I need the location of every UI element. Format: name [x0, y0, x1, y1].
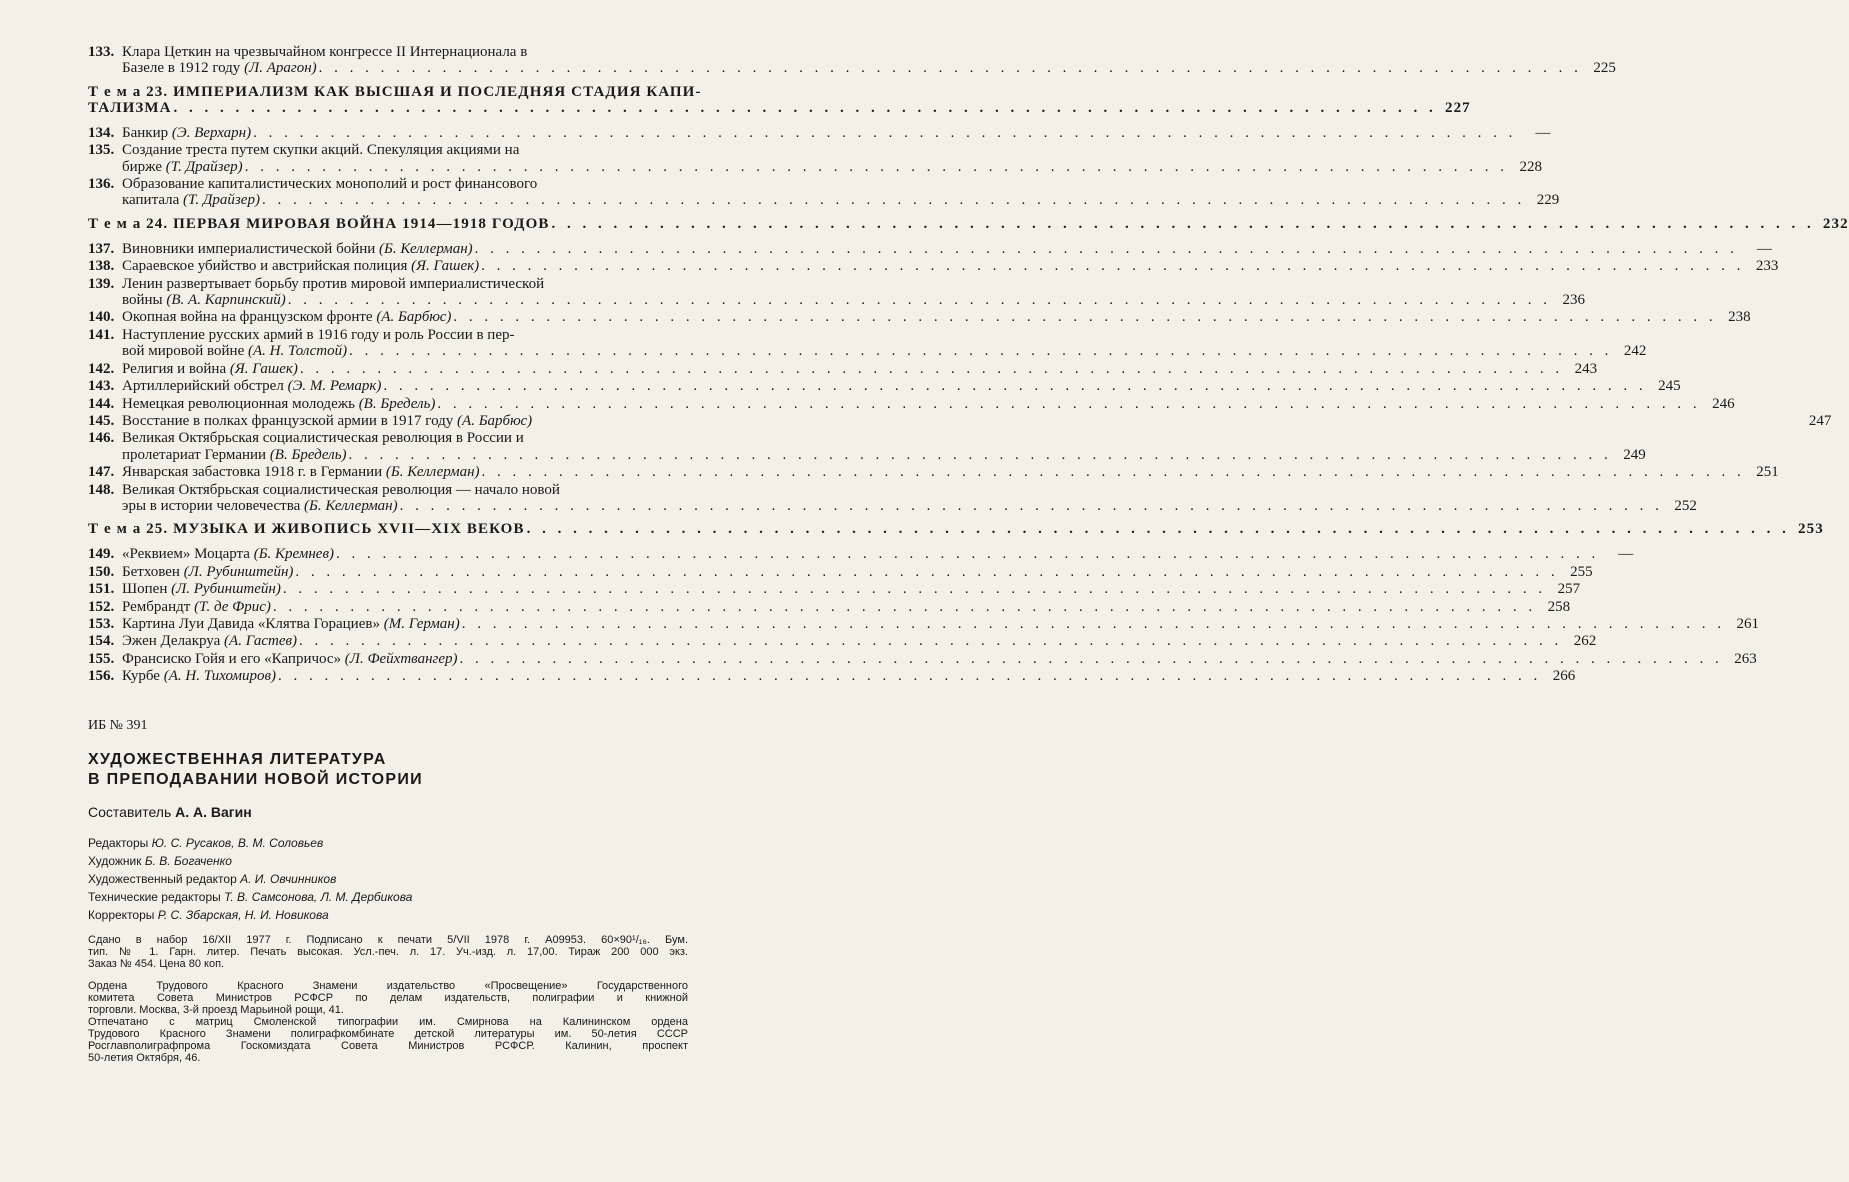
- page-number: 245: [1658, 378, 1681, 395]
- toc-theme: [88, 521, 1824, 538]
- toc-entry: [88, 546, 1634, 563]
- entry-number: 156.: [88, 668, 115, 685]
- dot-leader: [286, 292, 1553, 308]
- dot-leader: [381, 378, 1648, 394]
- toc-row: [88, 430, 1646, 463]
- entry-last-line: [122, 60, 1616, 76]
- entry-number: 138.: [88, 258, 115, 275]
- dot-leader: [298, 361, 1565, 377]
- page-number: 247: [1808, 412, 1832, 429]
- toc-row: [88, 378, 1681, 395]
- entry-author: (А. Н. Толстой): [247, 343, 348, 360]
- entry-body: [122, 482, 1697, 515]
- toc-entry: [88, 395, 1735, 412]
- entry-title: капитала (Т. Драйзер): [122, 192, 260, 209]
- toc-entry: [88, 464, 1779, 481]
- toc-row: [88, 326, 1647, 360]
- entry-author: (Я. Гашек): [411, 258, 480, 275]
- entry-body: [122, 651, 1757, 667]
- dot-leader: [525, 521, 1792, 537]
- entry-number: 150.: [88, 563, 115, 580]
- page-number: 246: [1712, 395, 1735, 412]
- toc-row: [88, 521, 1824, 538]
- credit-role: Художественный редактор: [88, 872, 241, 886]
- entry-title: бирже (Т. Драйзер): [122, 158, 243, 175]
- book-title-line: В ПРЕПОДАВАНИИ НОВОЙ ИСТОРИИ: [88, 771, 423, 788]
- page-number: 236: [1562, 292, 1586, 309]
- entry-title: Т е м а 25. МУЗЫКА И ЖИВОПИСЬ XVII—XIX ВЕКОВ: [88, 521, 525, 538]
- entry-title: пролетариат Германии (В. Бредель): [122, 446, 347, 463]
- entry-last-line: [122, 413, 1831, 429]
- imprint-line: Ордена Трудового Красного Знамени издательство «Просвещение» Государственного: [88, 980, 688, 992]
- entry-body: [122, 125, 1550, 141]
- entry-title: Январская забастовка 1918 г. в Германии (Б. Келлерман): [122, 464, 480, 481]
- toc-entry: [88, 258, 1779, 275]
- entry-last-line: [122, 498, 1697, 514]
- entry-author: (Б. Келлерман): [304, 497, 398, 514]
- entry-number: 152.: [88, 598, 115, 615]
- entry-number: 151.: [88, 581, 115, 598]
- entry-title: «Реквием» Моцарта (Б. Кремнев): [122, 546, 334, 563]
- entry-body: [122, 378, 1681, 394]
- dot-leader: [172, 100, 1439, 116]
- credits-list: [88, 834, 688, 924]
- credit-role: Технические редакторы: [88, 890, 225, 904]
- entry-author: (В. А. Карпинский): [166, 292, 286, 309]
- entry-last-line: [122, 651, 1757, 667]
- entry-author: (Л. Арагон): [244, 60, 317, 77]
- entry-body: [122, 309, 1751, 325]
- imprint-line: 50-летия Октября, 46.: [88, 1052, 201, 1064]
- entry-line: Клара Цеткин на чрезвычайном конгрессе II Интернационала в: [122, 44, 528, 60]
- entry-body: [122, 396, 1735, 412]
- entry-author: (Т. Драйзер): [183, 192, 260, 209]
- toc-row: [88, 412, 1832, 429]
- entry-title: Немецкая революционная молодежь (В. Бредель): [122, 395, 436, 412]
- dot-leader: [271, 599, 1538, 615]
- imprint-line: Заказ № 454. Цена 80 коп.: [88, 958, 225, 970]
- page-number: 232: [1822, 215, 1849, 232]
- toc-row: [88, 240, 1772, 257]
- toc-row: [88, 615, 1759, 632]
- page-number: —: [1535, 124, 1551, 141]
- dot-leader: [293, 564, 1560, 580]
- book-title: [88, 750, 688, 790]
- credit-names: А. И. Овчинников: [240, 872, 337, 886]
- entry-title: Эжен Делакруа (А. Гастев): [122, 633, 298, 650]
- toc-row: [88, 215, 1849, 232]
- dot-leader: [251, 125, 1518, 141]
- entry-author: (Т. Драйзер): [165, 158, 243, 175]
- page-number: 261: [1736, 615, 1759, 632]
- entry-author: (В. Бредель): [358, 395, 436, 412]
- table-of-contents: [88, 44, 1849, 685]
- dot-leader: [276, 668, 1543, 684]
- credit-role: Корректоры: [88, 908, 158, 922]
- entry-last-line: [122, 192, 1559, 208]
- toc-entry: [88, 309, 1751, 326]
- entry-number: 149.: [88, 546, 115, 563]
- toc-entry: [88, 176, 1560, 209]
- entry-number: 154.: [88, 633, 115, 650]
- toc-entry: [88, 240, 1772, 257]
- toc-entry: [88, 412, 1832, 429]
- imprint-line: тип. № 1. Гарн. литер. Печать высокая. Усл.-печ. л. 17. Уч.-изд. л. 17,00. Тираж 200 000 экз.: [88, 946, 688, 958]
- entry-line: Наступление русских армий в 1916 году и роль России в пер-: [122, 326, 515, 343]
- entry-title: Картина Луи Давида «Клятва Горациев» (М. Герман): [122, 615, 460, 632]
- entry-body: [122, 361, 1597, 377]
- entry-last-line: [122, 581, 1580, 597]
- page-number: 243: [1574, 360, 1598, 377]
- toc-row: [88, 481, 1697, 515]
- entry-title: Шопен (Л. Рубинштейн): [122, 581, 281, 598]
- entry-author: (Э. М. Ремарк): [287, 378, 382, 395]
- entry-title: Курбе (А. Н. Тихомиров): [122, 668, 276, 685]
- entry-author: (Л. Рубинштейн): [183, 563, 294, 580]
- entry-last-line: [88, 521, 1824, 537]
- entry-last-line: [122, 447, 1646, 463]
- entry-title: Виновники империалистической бойни (Б. Келлерман): [122, 240, 473, 257]
- page-number: 249: [1623, 446, 1646, 463]
- entry-title: Франсиско Гойя и его «Капричос» (Л. Фейхтвангер): [122, 650, 458, 667]
- credit-line: [88, 852, 688, 870]
- entry-author: (Э. Верхарн): [171, 124, 252, 141]
- dot-leader: [435, 396, 1702, 412]
- entry-title: эры в истории человечества (Б. Келлерман): [122, 497, 398, 514]
- entry-number: 148.: [88, 481, 115, 498]
- toc-row: [88, 309, 1751, 326]
- entry-body: [122, 327, 1646, 360]
- credit-names: Ю. С. Русаков, В. М. Соловьев: [151, 836, 324, 850]
- dot-leader: [398, 498, 1665, 514]
- entry-number: 147.: [88, 464, 115, 481]
- dot-leader: [243, 159, 1510, 175]
- imprint-section: [88, 718, 688, 1074]
- entry-last-line: [122, 361, 1597, 377]
- page-number: 225: [1593, 60, 1616, 77]
- dot-leader: [473, 241, 1740, 257]
- imprint-line: Сдано в набор 16/XII 1977 г. Подписано к печати 5/VII 1978 г. А09953. 60×90¹/₁₆. Бум.: [88, 934, 688, 946]
- entry-last-line: [122, 546, 1633, 562]
- toc-entry: [88, 633, 1597, 650]
- dot-leader: [260, 192, 1527, 208]
- credit-line: [88, 906, 688, 924]
- page-number: 255: [1570, 563, 1593, 580]
- entry-title: Артиллерийский обстрел (Э. М. Ремарк): [122, 378, 382, 395]
- entry-body: [122, 564, 1593, 580]
- entry-last-line: [122, 292, 1585, 308]
- toc-entry: [88, 430, 1646, 463]
- entry-body: [122, 241, 1772, 257]
- imprint-line: торговли. Москва, 3-й проезд Марьиной рощи, 41.: [88, 1004, 344, 1016]
- entry-title: ТАЛИЗМА: [88, 99, 172, 116]
- entry-body: [122, 616, 1759, 632]
- entry-line: Образование капиталистических монополий и рост финансового: [122, 176, 538, 193]
- toc-entry: [88, 668, 1576, 685]
- toc-row: [88, 395, 1735, 412]
- toc-entry: [88, 563, 1593, 580]
- page-number: 257: [1557, 581, 1581, 598]
- page-number: 229: [1536, 192, 1560, 209]
- toc-row: [88, 633, 1597, 650]
- entry-title: Окопная война на французском фронте (А. Барбюс): [122, 309, 452, 326]
- page-number: 266: [1552, 668, 1576, 685]
- toc-entry: [88, 615, 1759, 632]
- entry-line: Создание треста путем скупки акций. Спекуляция акциями на: [122, 142, 520, 159]
- page-number: 238: [1728, 309, 1751, 326]
- entry-author: (М. Герман): [383, 615, 460, 632]
- entry-title: вой мировой войне (А. Н. Толстой): [122, 343, 348, 360]
- toc-theme: [88, 215, 1849, 232]
- dot-leader: [479, 258, 1746, 274]
- entry-body: [122, 633, 1596, 649]
- entry-author: (Л. Фейхтвангер): [344, 650, 458, 667]
- entry-number: 153.: [88, 615, 115, 632]
- entry-last-line: [122, 159, 1542, 175]
- toc-row: [88, 598, 1571, 615]
- entry-number: 155.: [88, 650, 115, 667]
- page-number: 263: [1734, 650, 1757, 667]
- entry-author: (Б. Кремнев): [253, 546, 334, 563]
- toc-row: [88, 563, 1593, 580]
- toc-entry: [88, 360, 1598, 377]
- entry-last-line: [122, 378, 1681, 394]
- toc-theme: [88, 83, 1471, 116]
- entry-author: (А. Барбюс): [457, 412, 533, 429]
- page-number: 233: [1755, 258, 1779, 275]
- credit-line: [88, 834, 688, 852]
- entry-author: (А. Гастев): [224, 633, 298, 650]
- entry-last-line: [122, 464, 1779, 480]
- dot-leader: [458, 651, 1725, 667]
- dot-leader: [460, 616, 1727, 632]
- credit-role: Художник: [88, 854, 145, 868]
- entry-number: 146.: [88, 430, 115, 447]
- entry-body: [88, 84, 1471, 116]
- toc-entry: [88, 326, 1647, 360]
- entry-author: (Т. де Фрис): [194, 598, 271, 615]
- entry-title: Религия и война (Я. Гашек): [122, 360, 298, 377]
- entry-author: (А. Барбюс): [376, 309, 452, 326]
- page-number: 227: [1444, 99, 1471, 116]
- entry-title: Восстание в полках французской армии в 1917 году (А. Барбюс): [122, 412, 533, 429]
- entry-body: [88, 521, 1824, 537]
- entry-number: 144.: [88, 395, 115, 412]
- entry-number: 137.: [88, 240, 115, 257]
- toc-row: [88, 142, 1542, 175]
- dot-leader: [281, 581, 1548, 597]
- entry-author: (Я. Гашек): [229, 360, 298, 377]
- dot-leader: [297, 633, 1564, 649]
- publisher-details: [88, 980, 688, 1016]
- toc-row: [88, 546, 1634, 563]
- entry-body: [88, 216, 1849, 232]
- page-number: 253: [1798, 521, 1824, 538]
- entry-title: Бетховен (Л. Рубинштейн): [122, 563, 294, 580]
- toc-entry: [88, 481, 1697, 515]
- imprint-line: комитета Совета Министров РСФСР по делам издательств, полиграфии и книжной: [88, 992, 688, 1004]
- entry-number: 133.: [88, 44, 115, 60]
- toc-row: [88, 581, 1581, 598]
- entry-line: Великая Октябрьская социалистическая революция — начало новой: [122, 481, 560, 498]
- entry-body: [122, 546, 1633, 562]
- credit-names: Т. В. Самсонова, Л. М. Дербикова: [224, 890, 413, 904]
- entry-author: (Л. Рубинштейн): [171, 581, 281, 598]
- entry-number: 140.: [88, 309, 115, 326]
- toc-row: [88, 275, 1586, 309]
- credit-line: [88, 888, 688, 906]
- entry-body: [122, 464, 1779, 480]
- entry-number: 145.: [88, 412, 115, 429]
- toc-row: [88, 124, 1551, 141]
- entry-last-line: [122, 309, 1751, 325]
- dot-leader: [480, 464, 1747, 480]
- credit-names: Б. В. Богаченко: [144, 854, 232, 868]
- toc-row: [88, 44, 1616, 77]
- toc-entry: [88, 142, 1542, 175]
- page-number: 251: [1756, 464, 1779, 481]
- credit-names: Р. С. Збарская, Н. И. Новикова: [157, 908, 329, 922]
- page-number: —: [1618, 546, 1634, 563]
- toc-entry: [88, 598, 1571, 615]
- credit-role: Редакторы: [88, 836, 152, 850]
- toc-entry: [88, 124, 1551, 141]
- entry-title: Банкир (Э. Верхарн): [122, 124, 252, 141]
- entry-body: [122, 142, 1542, 175]
- toc-row: [88, 650, 1757, 667]
- toc-row: [88, 360, 1598, 377]
- dot-leader: [549, 216, 1816, 232]
- toc-entry: [88, 378, 1681, 395]
- entry-body: [122, 413, 1831, 429]
- toc-entry: [88, 650, 1757, 667]
- entry-author: (А. Н. Тихомиров): [163, 668, 276, 685]
- entry-number: 135.: [88, 142, 115, 159]
- entry-last-line: [122, 258, 1778, 274]
- entry-last-line: [88, 216, 1849, 232]
- entry-body: [122, 276, 1585, 309]
- dot-leader: [334, 546, 1601, 562]
- entry-number: 136.: [88, 176, 115, 193]
- entry-number: 134.: [88, 124, 115, 141]
- toc-entry: [88, 581, 1581, 598]
- entry-author: (Б. Келлерман): [379, 240, 473, 257]
- entry-number: 142.: [88, 360, 115, 377]
- book-title-line: ХУДОЖЕСТВЕННАЯ ЛИТЕРАТУРА: [88, 751, 387, 768]
- page-number: 252: [1674, 497, 1697, 514]
- compiler-line: [88, 804, 688, 820]
- entry-title: войны (В. А. Карпинский): [122, 292, 286, 309]
- imprint-line: Трудового Красного Знамени полиграфкомбинате детской литературы им. 50-летия СССР: [88, 1028, 688, 1040]
- toc-row: [88, 668, 1576, 685]
- entry-body: [122, 44, 1616, 77]
- entry-last-line: [88, 100, 1471, 116]
- toc-row: [88, 464, 1779, 481]
- entry-last-line: [122, 633, 1596, 649]
- printer-details: [88, 1016, 688, 1064]
- page-number: 242: [1623, 343, 1647, 360]
- entry-body: [122, 176, 1559, 209]
- imprint-line: Росглавполиграфпрома Госкомиздата Совета Министров РСФСР. Калинин, проспект: [88, 1040, 688, 1052]
- entry-last-line: [122, 125, 1550, 141]
- entry-line: Великая Октябрьская социалистическая революция в России и: [122, 430, 524, 447]
- toc-row: [88, 258, 1779, 275]
- entry-author: (Б. Келлерман): [385, 464, 480, 481]
- entry-last-line: [122, 343, 1646, 359]
- entry-line: Ленин развертывает борьбу против мировой империалистической: [122, 275, 545, 292]
- toc-row: [88, 83, 1471, 116]
- entry-last-line: [122, 241, 1772, 257]
- entry-body: [122, 258, 1778, 274]
- entry-author: (В. Бредель): [269, 446, 347, 463]
- entry-body: [122, 668, 1575, 684]
- toc-entry: [88, 275, 1586, 309]
- entry-title: Базеле в 1912 году (Л. Арагон): [122, 60, 317, 77]
- entry-last-line: [122, 564, 1593, 580]
- page-number: 258: [1547, 598, 1571, 615]
- entry-last-line: [122, 599, 1570, 615]
- compiler-name: А. А. Вагин: [175, 804, 252, 820]
- dot-leader: [347, 343, 1614, 359]
- dot-leader: [347, 447, 1614, 463]
- compiler-label: Составитель: [88, 804, 172, 820]
- entry-last-line: [122, 668, 1575, 684]
- page-number: 228: [1519, 158, 1542, 175]
- entry-title: Рембрандт (Т. де Фрис): [122, 598, 271, 615]
- entry-number: 139.: [88, 275, 115, 292]
- entry-line: Т е м а 23. ИМПЕРИАЛИЗМ КАК ВЫСШАЯ И ПОСЛЕДНЯЯ СТАДИЯ КАПИ-: [88, 83, 702, 100]
- entry-number: 141.: [88, 326, 115, 343]
- page-number: 262: [1573, 633, 1597, 650]
- entry-number: 143.: [88, 378, 115, 395]
- page-number: —: [1756, 240, 1772, 257]
- entry-body: [122, 581, 1580, 597]
- credit-line: [88, 870, 688, 888]
- dot-leader: [451, 309, 1718, 325]
- ib-number: ИБ № 391: [88, 718, 148, 733]
- toc-entry: [88, 44, 1616, 77]
- toc-row: [88, 176, 1560, 209]
- print-details: [88, 934, 688, 970]
- entry-last-line: [122, 396, 1735, 412]
- entry-body: [122, 599, 1570, 615]
- dot-leader: [317, 60, 1584, 76]
- entry-title: Сараевское убийство и австрийская полиция (Я. Гашек): [122, 258, 480, 275]
- imprint-line: Отпечатано с матриц Смоленской типографии им. Смирнова на Калининском ордена: [88, 1016, 688, 1028]
- toc-page: [88, 44, 1849, 686]
- entry-body: [122, 430, 1646, 463]
- entry-last-line: [122, 616, 1759, 632]
- entry-title: Т е м а 24. ПЕРВАЯ МИРОВАЯ ВОЙНА 1914—1918 ГОДОВ: [88, 215, 550, 232]
